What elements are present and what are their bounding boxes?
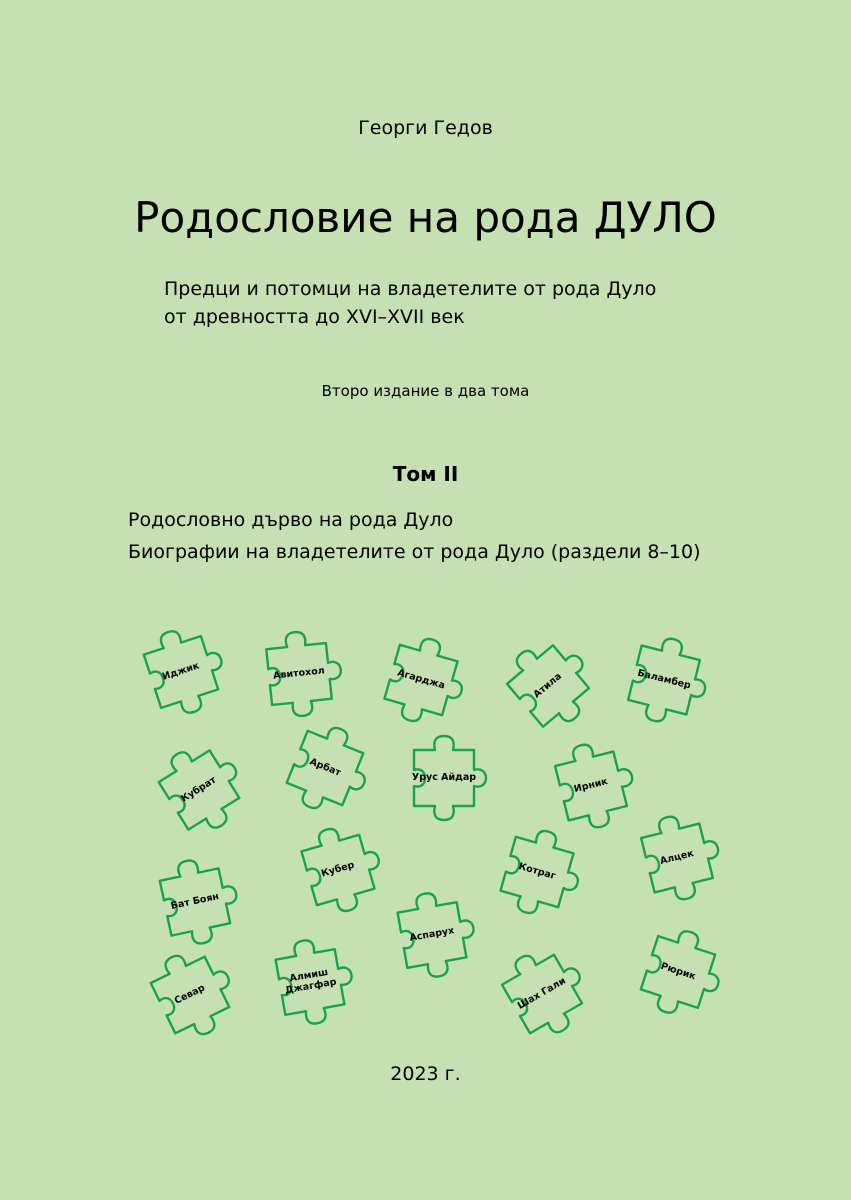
puzzle-label: Котраг — [517, 860, 558, 882]
subtitle-line-2: от древността до XVI–XVII век — [164, 306, 465, 328]
content-line-1: Родословно дърво на рода Дуло — [128, 509, 454, 531]
puzzle-label: Алцек — [658, 847, 695, 867]
puzzle-piece-kubrat — [144, 735, 254, 845]
puzzle-label: Севар — [172, 982, 207, 1007]
puzzle-label: Кубер — [319, 859, 356, 880]
puzzle-label: Ирник — [572, 775, 609, 795]
puzzle-piece-ryurik — [628, 922, 729, 1023]
puzzle-label: Атила — [531, 670, 564, 701]
puzzle-piece-almish-dzhagfar — [264, 936, 357, 1029]
puzzle-piece-asparuh — [386, 889, 479, 982]
puzzle-piece-avitohol — [255, 630, 343, 718]
puzzle-piece-idzhik — [131, 622, 232, 723]
puzzle-piece-balamber — [616, 632, 713, 729]
puzzle-label: Урус Айдар — [411, 771, 477, 783]
puzzle-label: Алмиш Джагфар — [284, 966, 338, 997]
puzzle-piece-irnik — [543, 738, 640, 835]
puzzle-label: Кубрат — [178, 774, 219, 805]
volume-label: Том II — [392, 462, 459, 486]
puzzle-piece-kotrag — [488, 823, 587, 922]
subtitle-line-1: Предци и потомци на владетелите от рода Дуло — [164, 278, 657, 300]
content-line-2: Биографии на владетелите от рода Дуло (раздели 8–10) — [128, 541, 701, 563]
puzzle-piece-atila — [492, 630, 605, 743]
puzzle-piece-bat-boyan — [148, 855, 243, 950]
author-name: Георги Гедов — [358, 117, 493, 139]
puzzle-piece-agardzha — [372, 631, 471, 730]
edition-note: Второ издание в два тома — [321, 382, 530, 400]
puzzle-label: Иджик — [160, 659, 201, 683]
puzzle-label: Рюрик — [659, 960, 698, 982]
book-title: Родословие на рода ДУЛО — [134, 193, 717, 242]
puzzle-piece-shah-gali — [487, 939, 596, 1048]
puzzle-label: Агарджа — [396, 667, 447, 692]
puzzle-piece-urus-aydar — [404, 738, 484, 818]
puzzle-label: Аспарух — [408, 924, 455, 944]
puzzle-piece-kuber — [289, 821, 388, 920]
puzzle-label: Арбат — [308, 755, 343, 779]
puzzle-piece-sevar — [137, 942, 244, 1049]
puzzle-label: Баламбер — [636, 667, 693, 692]
puzzle-piece-arbat — [273, 716, 377, 820]
puzzle-label: Авитохол — [272, 664, 326, 682]
puzzle-label: Шах Гали — [515, 974, 568, 1012]
puzzle-piece-altsek — [629, 810, 726, 907]
publication-year: 2023 г. — [390, 1063, 461, 1085]
puzzle-label: Бат Боян — [169, 890, 220, 912]
